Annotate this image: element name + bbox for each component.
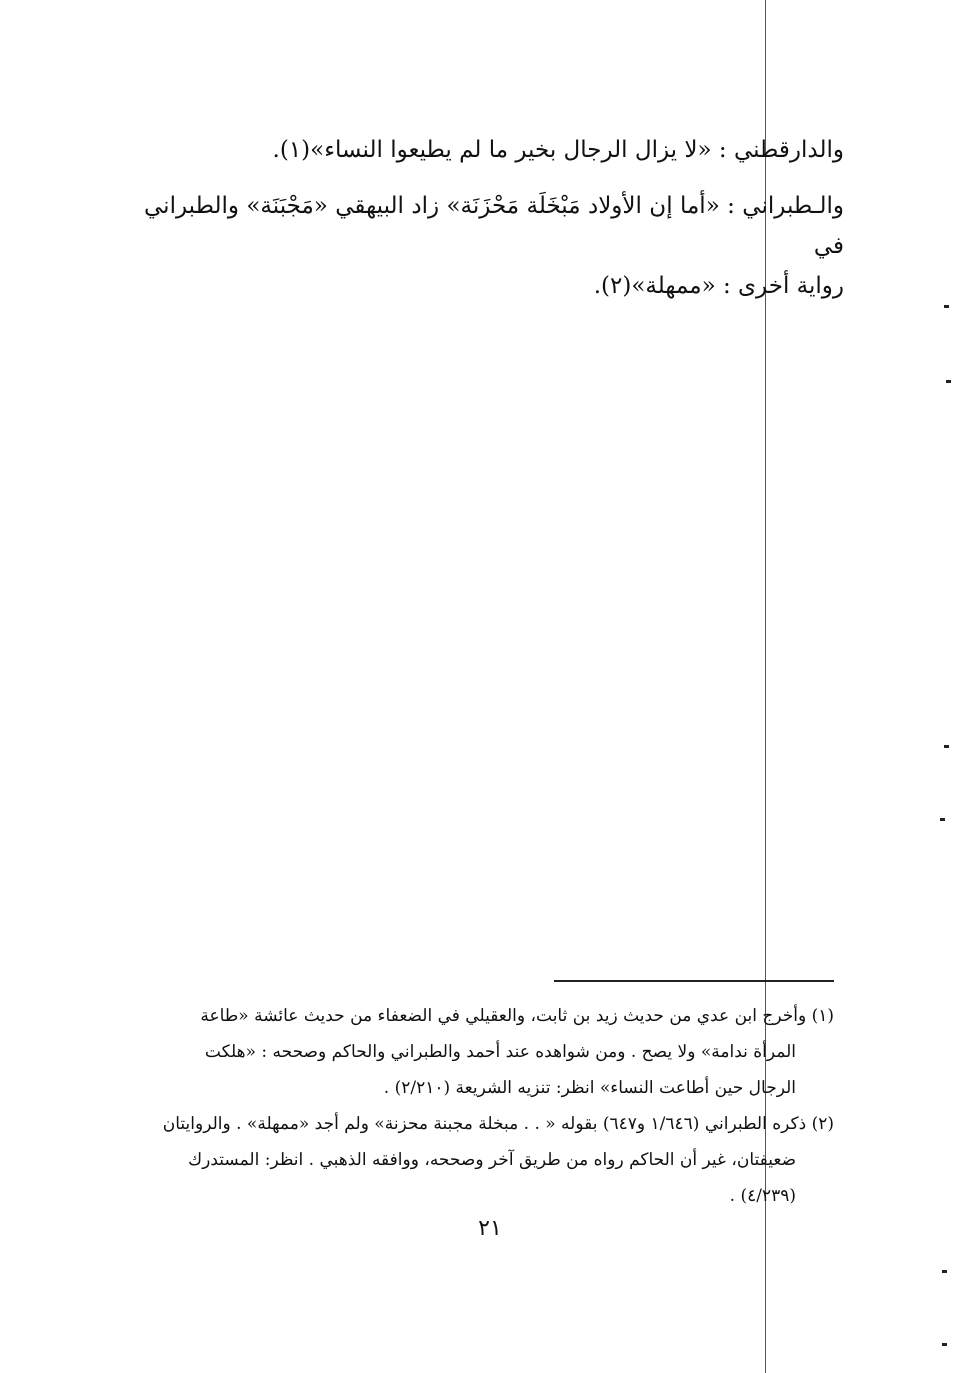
footnote-1-line-3: الرجال حين أطاعت النساء» انظر: تنزيه الشريعة (٢/٢١٠) . <box>383 1078 796 1098</box>
footnote-separator <box>554 980 834 982</box>
footnote-1-line-2: المرأة ندامة» ولا يصح . ومن شواهده عند أحمد والطبراني والحاكم وصححه : «هلكت <box>204 1042 796 1062</box>
paragraph-1-text: والدارقطني : «لا يزال الرجال بخير ما لم يطيعوا النساء»(١). <box>272 137 844 163</box>
footnote-2-line-2: ضعيفتان، غير أن الحاكم رواه من طريق آخر وصححه، ووافقه الذهبي . انظر: المستدرك <box>188 1150 796 1170</box>
margin-speck <box>944 305 949 308</box>
paragraph-2-line-1: والـطبراني : «أما إن الأولاد مَبْخَلَة مَحْزَنَة» زاد البيهقي «مَجْبَنَة» والطبراني في <box>144 193 844 259</box>
page-number: ٢١ <box>478 1216 502 1241</box>
margin-speck <box>944 745 949 748</box>
footnotes-block <box>154 998 834 1214</box>
paragraph-2-line-2: رواية أخرى : «ممهلة»(٢). <box>593 273 844 299</box>
footnote-1-line-1: (١) وأخرج ابن عدي من حديث زيد بن ثابت، والعقيلي في الضعفاء من حديث عائشة «طاعة <box>200 1006 834 1026</box>
main-paragraph-2 <box>144 186 844 306</box>
margin-speck <box>942 1343 947 1346</box>
margin-speck <box>946 380 951 383</box>
main-paragraph-1 <box>154 130 844 170</box>
footnote-2-line-1: (٢) ذكره الطبراني (١/٦٤٦ و٦٤٧) بقوله « . . مبخلة مجبنة محزنة» ولم أجد «ممهلة» . والروايتان <box>162 1114 834 1134</box>
margin-speck <box>940 818 945 821</box>
margin-speck <box>942 1270 947 1273</box>
footnote-2-line-3: (٤/٢٣٩) . <box>729 1186 796 1206</box>
